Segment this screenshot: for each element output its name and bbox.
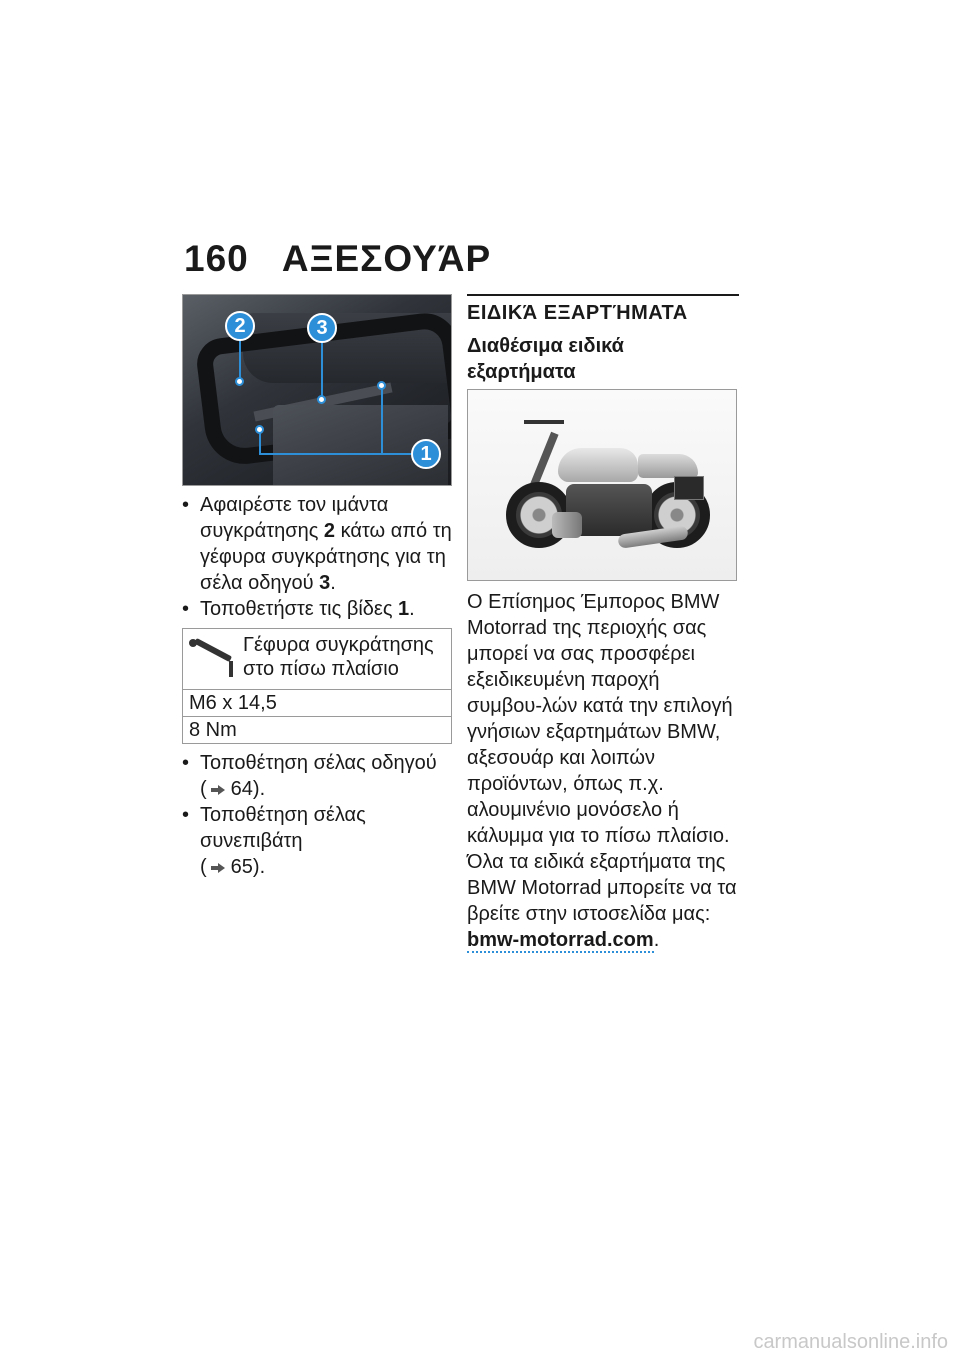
dealer-paragraph: Ο Επίσημος Έμπορος BMW Motorrad της περιοχής σας μπορεί να σας προσφέρει εξειδικευμένη παροχή συμβου-λών κατά την επιλογή γνήσιων εξαρτημάτων BMW, αξεσουάρ και λοιπών προϊόντων, όπως π.χ. αλουμινένιο μονόσελο ή κάλυμμα για το πίσω πλαίσιο. [467,591,733,847]
torque-wrench-icon [189,633,243,681]
fuel-tank-shape [558,448,638,482]
sub-title: Διαθέσιμα ειδικά εξαρτήματα [467,335,624,383]
torque-spec-box [182,628,452,744]
watermark: carmanualsonline.info [753,1331,948,1353]
website-link[interactable]: bmw-motorrad.com [467,929,654,951]
callout-1: 1 [411,439,441,469]
page-header [184,238,491,280]
arrow-right-icon [211,863,225,873]
seat-cowl-shape [638,454,698,478]
seat-bracket-photo [182,294,452,486]
spec-torque: 8 Nm [189,719,237,741]
section-title: ΕΙΔΙΚΆ ΕΞΑΡΤΉΜΑΤΑ [467,294,739,325]
screw-point-left [255,425,264,434]
callout-3-point [317,395,326,404]
left-column [182,294,452,880]
step-install-rider-seat: • Τοποθέτηση σέλας οδηγού ( 64). [182,750,452,802]
motorcycle-photo [467,389,737,581]
callout-1-leader-b [381,387,383,454]
callout-2-leader [239,339,241,381]
callout-3-leader [321,341,323,399]
callout-2-point [235,377,244,386]
page-reference-64[interactable]: 64). [230,778,266,800]
spec-heading: Γέφυρα συγκράτησης στο πίσω πλαίσιο [243,634,434,680]
page-reference-65[interactable]: 65). [230,856,266,878]
right-column [467,294,739,953]
callout-3: 3 [307,313,337,343]
page-number: 160 [184,238,249,279]
website-paragraph: Όλα τα ειδικά εξαρτήματα της BMW Motorrad μπορείτε να τα βρείτε στην ιστοσελίδα μας: bmw-motorrad.com. [467,851,737,951]
spec-screw-size: M6 x 14,5 [183,690,451,717]
step-remove-strap: • Αφαιρέστε τον ιμάντα συγκράτησης 2 κάτω από τη γέφυρα συγκράτησης για τη σέλα οδηγού 3. [182,492,452,596]
steps-list-1 [182,492,452,622]
arrow-right-icon [211,785,225,795]
callout-2: 2 [225,311,255,341]
chapter-title: ΑΞΕΣΟΥΆΡ [281,238,492,279]
steps-list-2 [182,750,452,880]
step-install-screws: • Τοποθετήστε τις βίδες 1. [182,596,452,622]
spec-heading-row [183,629,451,690]
callout-1-leader [259,453,411,455]
screw-point-right [377,381,386,390]
step-install-passenger-seat: • Τοποθέτηση σέλας συνεπιβάτη ( 65). [182,802,452,880]
